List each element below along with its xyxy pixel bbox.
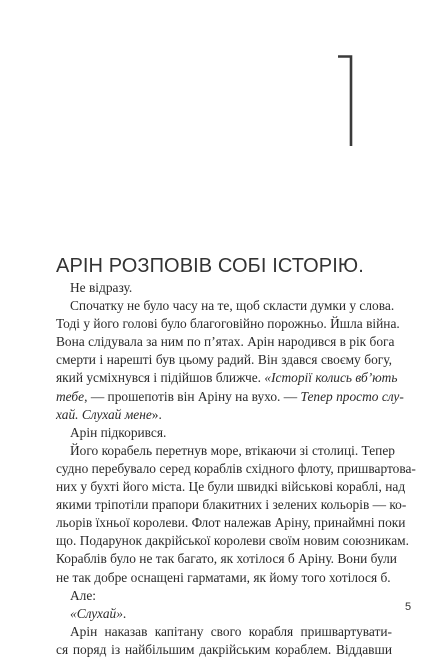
text-line bbox=[56, 550, 397, 568]
text-line bbox=[56, 369, 398, 387]
text-span: Але: bbox=[70, 587, 97, 603]
text-line bbox=[56, 406, 392, 424]
text-span: Тоді у його голові було благоговійно порожньо. Йшла війна. bbox=[56, 316, 400, 332]
chapter-heading: АРІН РОЗПОВІВ СОБІ ІСТОРІЮ. bbox=[56, 255, 364, 277]
text-line bbox=[56, 496, 407, 514]
text-line bbox=[56, 315, 400, 333]
text-line bbox=[56, 478, 406, 496]
text-span: них у бухті його міста. Це були швидкі військові кораблі, над bbox=[56, 479, 406, 495]
text-line bbox=[56, 333, 395, 351]
italic-text-span: хай. Слухай мене bbox=[56, 406, 152, 422]
chapter-number-1-icon bbox=[337, 55, 361, 147]
italic-text-span: тебе bbox=[56, 388, 85, 404]
text-line bbox=[56, 424, 392, 442]
text-span: не так добре оснащені гарматами, як йому того хотілося б. bbox=[56, 569, 391, 585]
text-line bbox=[56, 460, 416, 478]
text-span: Арін наказав капітану свого корабля пришвартувати- bbox=[70, 623, 392, 639]
text-line bbox=[56, 388, 404, 406]
text-span: льорів їхньої королеви. Флот належав Аріну, принаймні поки bbox=[56, 515, 406, 531]
text-span: який усміхнувся і підійшов ближче. bbox=[56, 370, 265, 386]
text-span: якими тріпотіли прапори блакитних і зелених кольорів — ко- bbox=[56, 497, 407, 513]
text-span: судно перебувало серед кораблів східного флоту, пришвартова- bbox=[56, 460, 416, 476]
chapter-number-glyph bbox=[337, 55, 361, 147]
text-line bbox=[56, 279, 392, 297]
page-number: 5 bbox=[405, 601, 412, 613]
italic-text-span: Тепер просто слу- bbox=[300, 388, 404, 404]
text-line bbox=[56, 514, 406, 532]
text-span: ». bbox=[151, 406, 162, 422]
text-line bbox=[56, 587, 392, 605]
text-line bbox=[56, 532, 409, 550]
italic-text-span: «Слухай» bbox=[70, 605, 123, 621]
text-line bbox=[56, 605, 392, 623]
text-line bbox=[56, 569, 392, 587]
text-span: смерти і нарешті був цьому радий. Він здався своєму богу, bbox=[56, 352, 392, 368]
text-span: Вона слідувала за ним по п’ятах. Арін народився в рік бога bbox=[56, 334, 395, 350]
text-span: Спочатку не було часу на те, щоб скласти думки у слова. bbox=[70, 298, 395, 314]
text-line bbox=[56, 623, 392, 641]
chapter-body-text bbox=[56, 279, 416, 659]
text-line bbox=[56, 442, 395, 460]
text-span: , — прошепотів він Аріну на вухо. — bbox=[84, 388, 301, 404]
italic-text-span: «Історії колись вб’ють bbox=[264, 370, 398, 386]
text-span: ся поряд із найбільшим дакрійським кораблем. Віддавши bbox=[56, 641, 392, 657]
text-span: що. Подарунок дакрійської королеви своїм новим союзникам. bbox=[56, 533, 409, 549]
text-span: Кораблів було не так багато, як хотілося б Аріну. Вони були bbox=[56, 551, 397, 567]
text-span: . bbox=[122, 605, 127, 621]
text-line bbox=[56, 297, 395, 315]
text-span: Арін підкорився. bbox=[70, 424, 167, 440]
text-span: Його корабель перетнув море, втікаючи зі столиці. Тепер bbox=[70, 442, 395, 458]
text-span: Не відразу. bbox=[70, 280, 133, 295]
text-line bbox=[56, 351, 392, 369]
